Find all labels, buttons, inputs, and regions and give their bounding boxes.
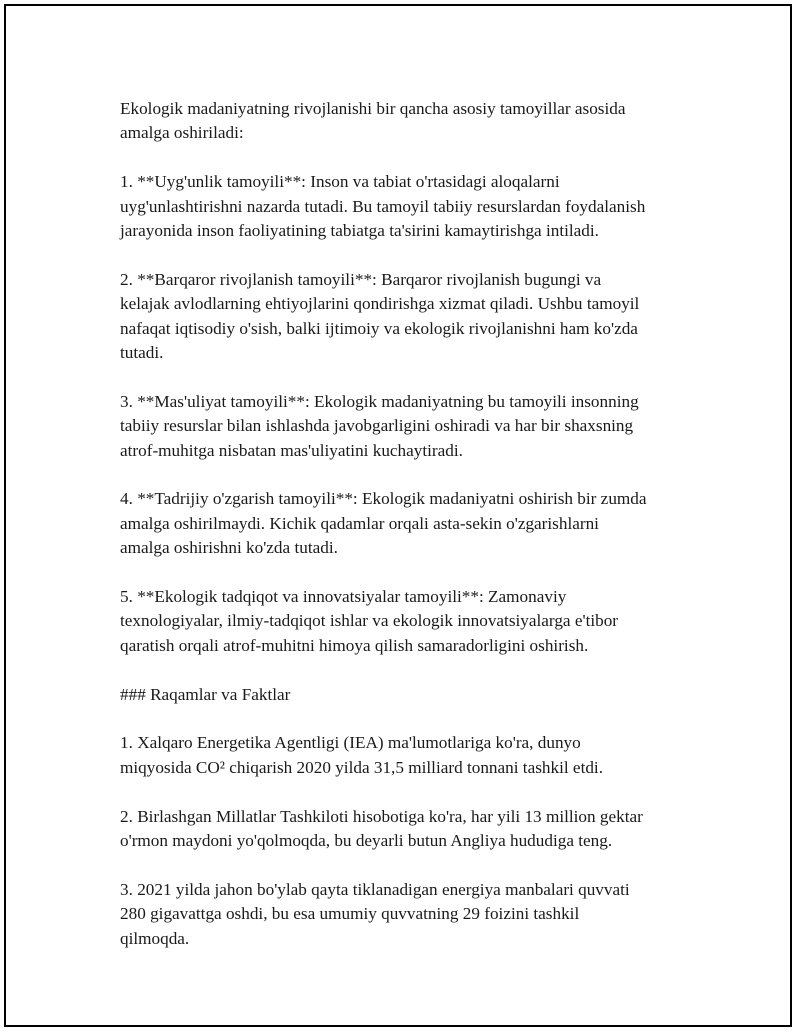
principle-research-innovation: 5. **Ekologik tadqiqot va innovatsiyalar tamoyili**: Zamonaviy texnologiyalar, ilmiy-tadqiqot ishlar va ekologik innovatsiyalarga e'tibor qaratish orqali atrof-muhitni himoya qilish samaradorligini oshirish.: [120, 587, 619, 655]
page-frame: [4, 4, 792, 1027]
section-heading-facts: ### Raqamlar va Faktlar: [120, 684, 291, 704]
fact-iea-co2: 1. Xalqaro Energetika Agentligi (IEA) ma'lumotlariga ko'ra, dunyo miqyosida CO² chiqarish 2020 yilda 31,5 milliard tonnani tashkil etdi.: [120, 733, 604, 777]
principle-harmony: 1. **Uyg'unlik tamoyili**: Inson va tabiat o'rtasidagi aloqalarni uyg'unlashtirishni nazarda tutadi. Bu tamoyil tabiiy resurslardan foydalanish jarayonida inson faoliyatining tabiatga ta'sirini kamaytirishga intiladi.: [120, 172, 646, 241]
fact-un-forest: 2. Birlashgan Millatlar Tashkiloti hisobotiga ko'ra, har yili 13 million gektar o'rmon maydoni yo'qolmoqda, bu deyarli butun Angliya hududiga teng.: [120, 806, 643, 851]
document-body: [120, 97, 700, 975]
principle-responsibility: 3. **Mas'uliyat tamoyili**: Ekologik madaniyatning bu tamoyili insonning tabiiy resurslar bilan ishlashda javobgarligini oshiradi va har bir shaxsning atrof-muhitga nisbatan mas'uliyatini kuchaytiradi.: [120, 391, 639, 460]
principle-gradual-change: 4. **Tadrijiy o'zgarish tamoyili**: Ekologik madaniyatni oshirish bir zumda amalga oshirilmaydi. Kichik qadamlar orqali asta-sekin o'zgarishlarni amalga oshirishni ko'zda tutadi.: [120, 489, 647, 558]
principle-sustainable-development: 2. **Barqaror rivojlanish tamoyili**: Barqaror rivojlanish bugungi va kelajak avlodlarning ehtiyojlarini qondirishga xizmat qiladi. Ushbu tamoyil nafaqat iqtisodiy o'sish, balki ijtimoiy va ekologik rivojlanishni ham ko'zda tutadi.: [120, 269, 640, 363]
intro-paragraph: Ekologik madaniyatning rivojlanishi bir qancha asosiy tamoyillar asosida amalga oshiriladi:: [120, 99, 626, 143]
fact-renewable-energy: 3. 2021 yilda jahon bo'ylab qayta tiklanadigan energiya manbalari quvvati 280 gigavattga oshdi, bu esa umumiy quvvatning 29 foizini tashkil qilmoqda.: [120, 879, 630, 948]
